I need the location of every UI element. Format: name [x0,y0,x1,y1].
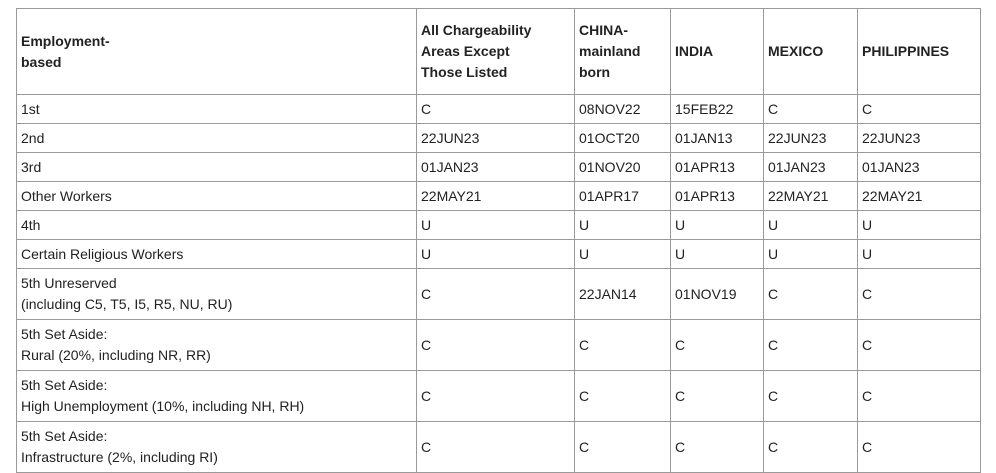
cell-philippines: 22MAY21 [858,182,981,211]
cell-all-chargeability: C [417,422,575,473]
cell-mexico: C [764,422,858,473]
cell-all-chargeability: U [417,240,575,269]
row-category: 1st [17,95,417,124]
cell-all-chargeability: C [417,95,575,124]
cell-mexico: C [764,269,858,320]
table-row [17,371,981,422]
cell-mexico: 22JUN23 [764,124,858,153]
cell-all-chargeability: 22MAY21 [417,182,575,211]
cell-china: 01OCT20 [575,124,671,153]
cell-mexico: 01JAN23 [764,153,858,182]
row-category: 5th Set Aside: Rural (20%, including NR, RR) [17,320,417,371]
table-row [17,211,981,240]
table-row [17,269,981,320]
cell-all-chargeability: U [417,211,575,240]
cell-india: U [671,211,764,240]
cell-mexico: 22MAY21 [764,182,858,211]
header-philippines: PHILIPPINES [858,9,981,95]
cell-china: 01NOV20 [575,153,671,182]
row-category: 4th [17,211,417,240]
cell-all-chargeability: C [417,269,575,320]
table-row [17,153,981,182]
cell-mexico: C [764,371,858,422]
header-row [17,9,981,95]
cell-philippines: U [858,211,981,240]
row-category: 5th Unreserved (including C5, T5, I5, R5, NU, RU) [17,269,417,320]
cell-all-chargeability: 01JAN23 [417,153,575,182]
cell-india: U [671,240,764,269]
row-category: 2nd [17,124,417,153]
cell-mexico: U [764,211,858,240]
header-mexico: MEXICO [764,9,858,95]
table-row [17,422,981,473]
cell-china: C [575,422,671,473]
header-china: CHINA- mainland born [575,9,671,95]
cell-mexico: C [764,95,858,124]
cell-mexico: C [764,320,858,371]
cell-china: 22JAN14 [575,269,671,320]
row-category: 5th Set Aside: Infrastructure (2%, including RI) [17,422,417,473]
cell-india: 01APR13 [671,153,764,182]
cell-philippines: 22JUN23 [858,124,981,153]
cell-china: 01APR17 [575,182,671,211]
cell-china: 08NOV22 [575,95,671,124]
cell-philippines: C [858,269,981,320]
table-row [17,182,981,211]
header-employment-based: Employment- based [17,9,417,95]
table-row [17,124,981,153]
cell-all-chargeability: 22JUN23 [417,124,575,153]
cell-philippines: C [858,320,981,371]
cell-india: 01APR13 [671,182,764,211]
cell-all-chargeability: C [417,371,575,422]
header-all-chargeability: All Chargeability Areas Except Those Listed [417,9,575,95]
row-category: Certain Religious Workers [17,240,417,269]
cell-india: 01NOV19 [671,269,764,320]
table-row [17,95,981,124]
cell-india: C [671,371,764,422]
cell-philippines: C [858,371,981,422]
table-row [17,240,981,269]
row-category: 3rd [17,153,417,182]
row-category: Other Workers [17,182,417,211]
visa-bulletin-table-container [16,8,981,473]
cell-india: C [671,320,764,371]
cell-china: C [575,371,671,422]
cell-philippines: C [858,422,981,473]
visa-bulletin-table [16,8,981,473]
cell-india: 01JAN13 [671,124,764,153]
cell-china: C [575,320,671,371]
cell-india: C [671,422,764,473]
cell-philippines: C [858,95,981,124]
cell-mexico: U [764,240,858,269]
cell-india: 15FEB22 [671,95,764,124]
header-india: INDIA [671,9,764,95]
cell-philippines: 01JAN23 [858,153,981,182]
cell-all-chargeability: C [417,320,575,371]
cell-philippines: U [858,240,981,269]
cell-china: U [575,240,671,269]
table-row [17,320,981,371]
cell-china: U [575,211,671,240]
row-category: 5th Set Aside: High Unemployment (10%, including NH, RH) [17,371,417,422]
